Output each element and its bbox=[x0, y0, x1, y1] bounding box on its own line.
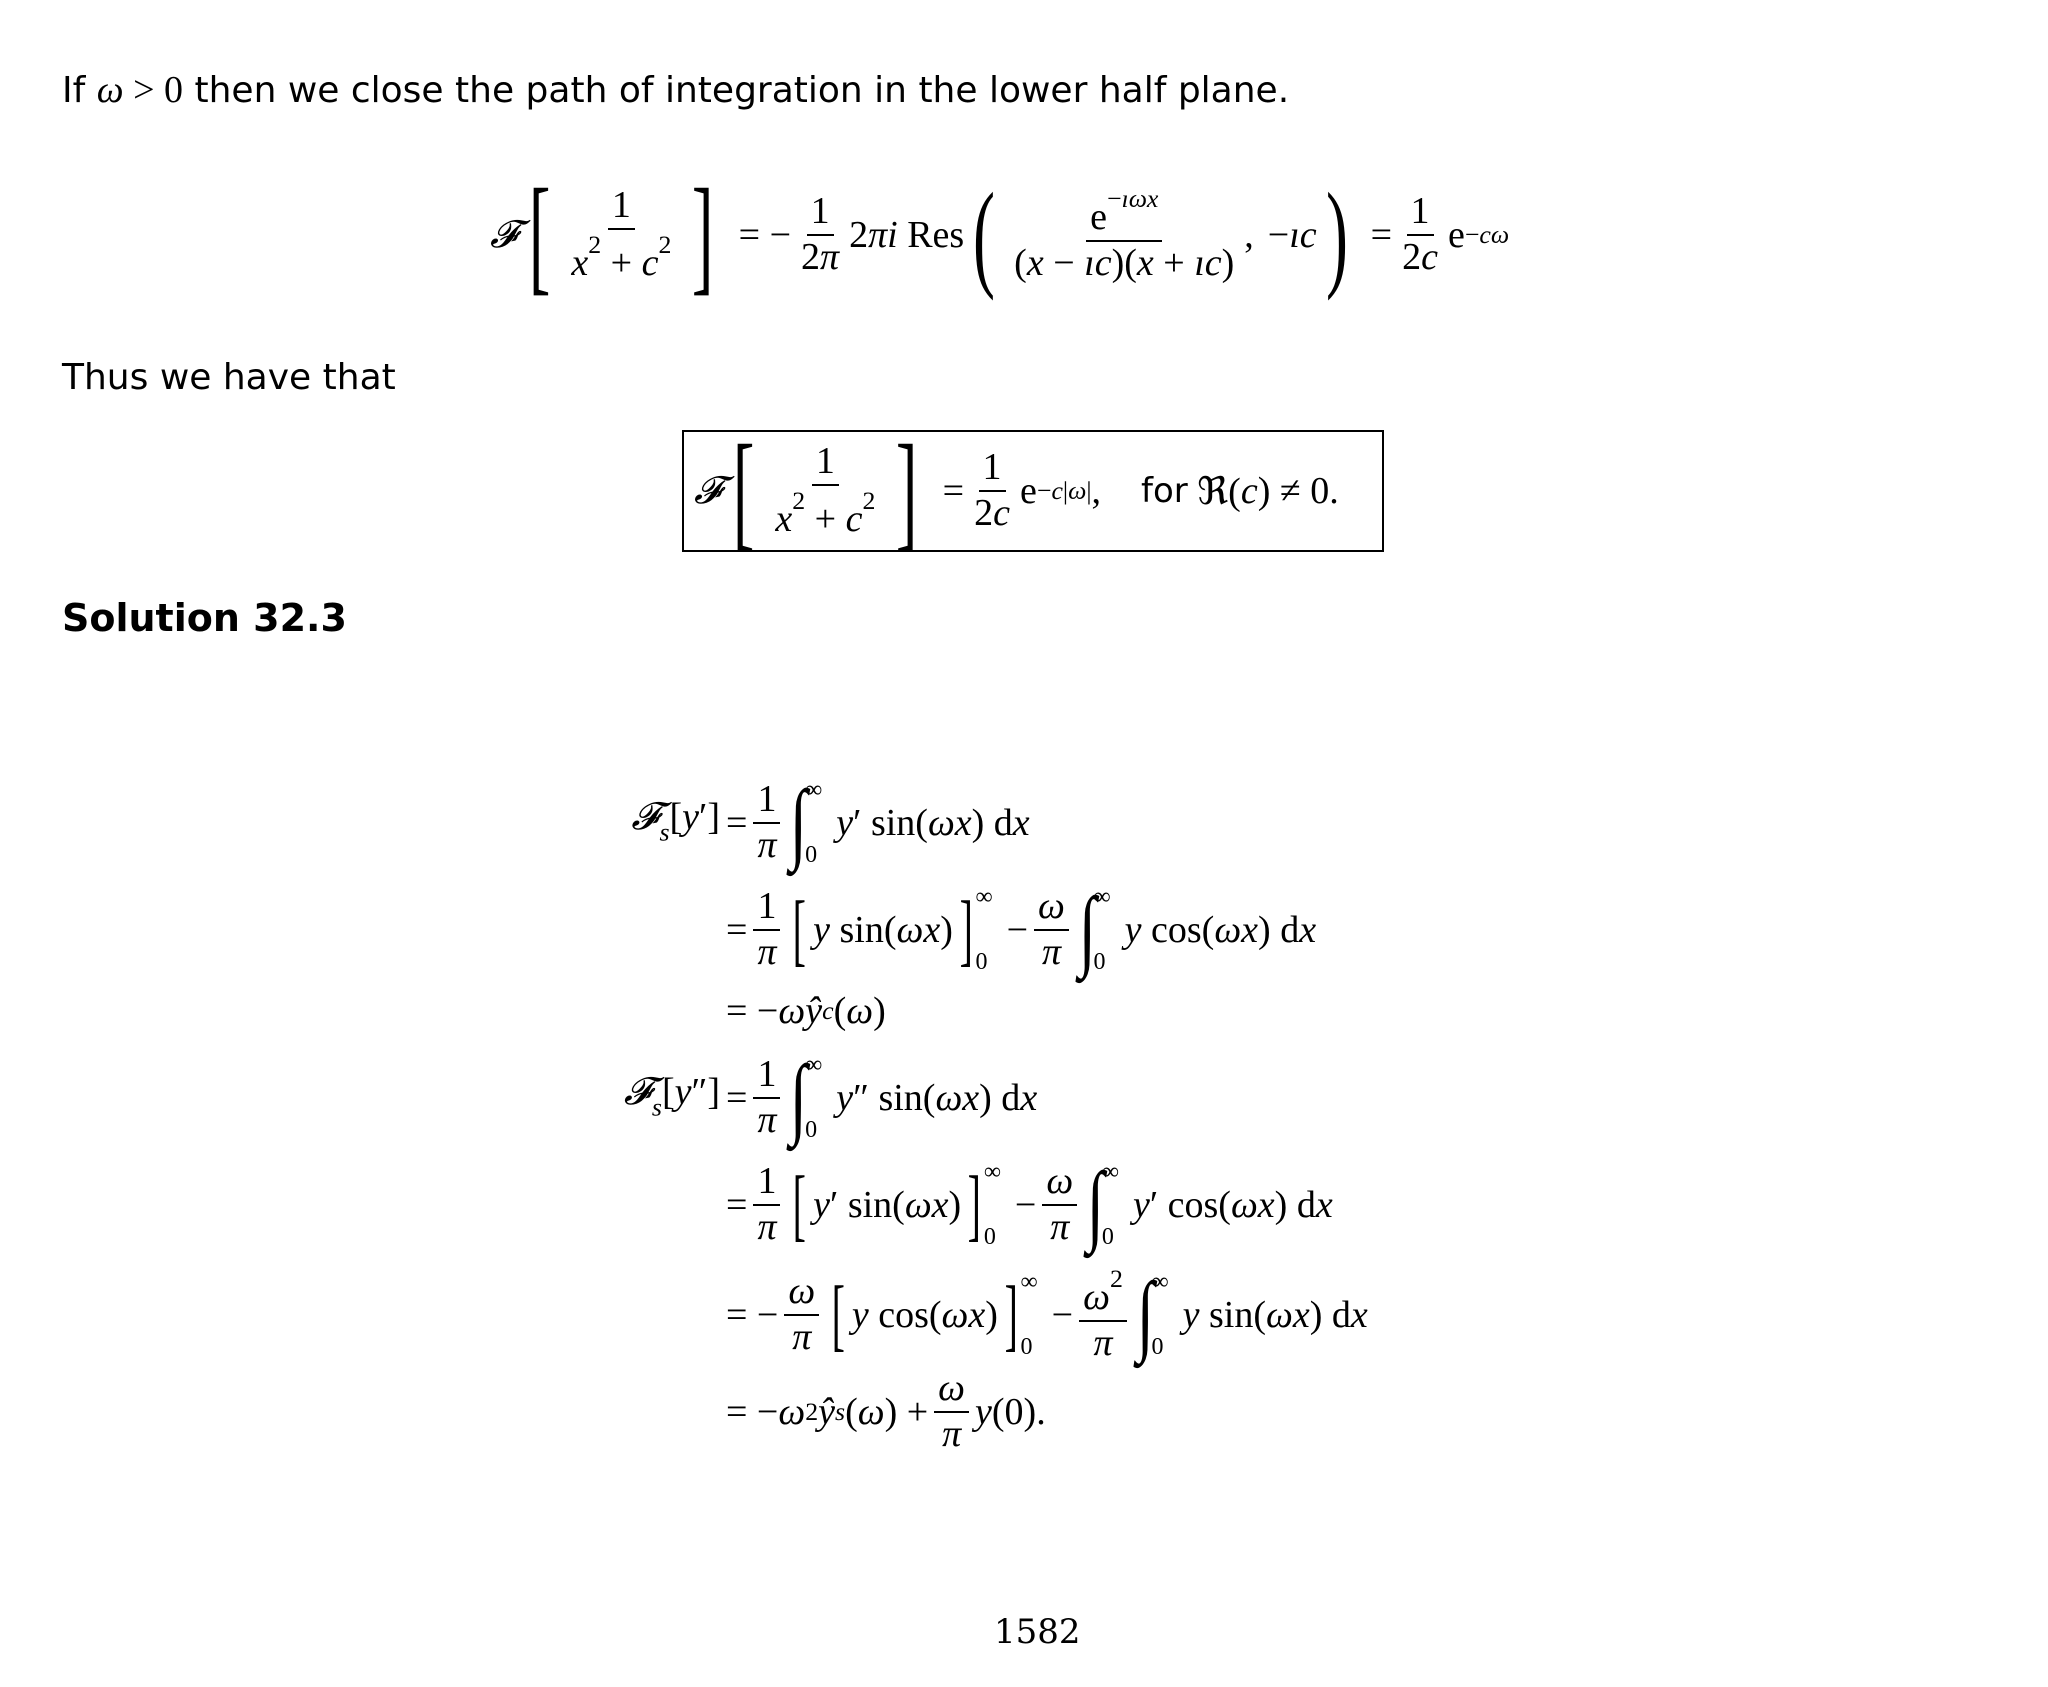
fs-y-double-prime-lhs: 𝓕$_s$[y″] bbox=[623, 1071, 720, 1122]
page-number: 1582 bbox=[994, 1612, 1081, 1652]
row-5: = $\frac{1}{\pi}$ [ y ′ sin( ωx ) ] ∞ 0 − $\frac{\omega}{\pi}$ ∫ ∞ 0 y ′ cos( ωx ) d x bbox=[726, 1155, 1333, 1254]
intro-paragraph bbox=[62, 68, 1289, 114]
for-label: for bbox=[1141, 471, 1188, 511]
row-2: = $\frac{1}{\pi}$ [ y sin( ωx ) ] ∞ 0 − $\frac{\omega}{\pi}$ ∫ ∞ 0 y cos( ωx ) d x bbox=[726, 880, 1317, 979]
intro-text-b: then we close the path of integration in the lower half plane. bbox=[194, 70, 1290, 111]
intro-math: ω > 0 bbox=[96, 69, 184, 111]
row-1: = $\frac{1}{\pi}$ ∫ ∞ 0 y ′ sin( ωx ) d x bbox=[726, 773, 1030, 872]
row-4: = $\frac{1}{\pi}$ ∫ ∞ 0 y ″ sin( ωx ) d x bbox=[726, 1048, 1038, 1147]
intro-text-a: If bbox=[62, 70, 86, 111]
row-3: = − ω ŷ c ( ω ) bbox=[726, 990, 886, 1032]
boxed-result: 𝓕 [ $\frac{1}{x^2 + c^2}$ ] = $\frac{1}{2c}$ e −c|ω| , for ℜ( c ) ≠ 0. bbox=[682, 430, 1384, 552]
row-7: = − ω 2 ŷ s ( ω ) + $\frac{\omega}{\pi}$ y (0). bbox=[726, 1367, 1046, 1455]
thus-paragraph: Thus we have that bbox=[62, 357, 396, 398]
solution-heading: Solution 32.3 bbox=[62, 596, 347, 640]
row-6: = − $\frac{\omega}{\pi}$ [ y cos( ωx ) ] ∞ 0 − $\frac{\omega^2}{\pi}$ ∫ ∞ 0 y sin( ωx ) d x bbox=[726, 1264, 1368, 1364]
fs-y-prime-lhs: 𝓕$_s$[y′] bbox=[631, 796, 720, 847]
residue-equation: 𝓕 [ $\frac{1}{x^2 + c^2}$ ] = − $\frac{1}{2\pi}$ 2 πi Res ( $\frac{e^{-ı\omega x}}{(x - ıc)(x + ıc)}$ , − ıc ) = $\frac{1}{2c}$ e −cω bbox=[490, 163, 1510, 307]
